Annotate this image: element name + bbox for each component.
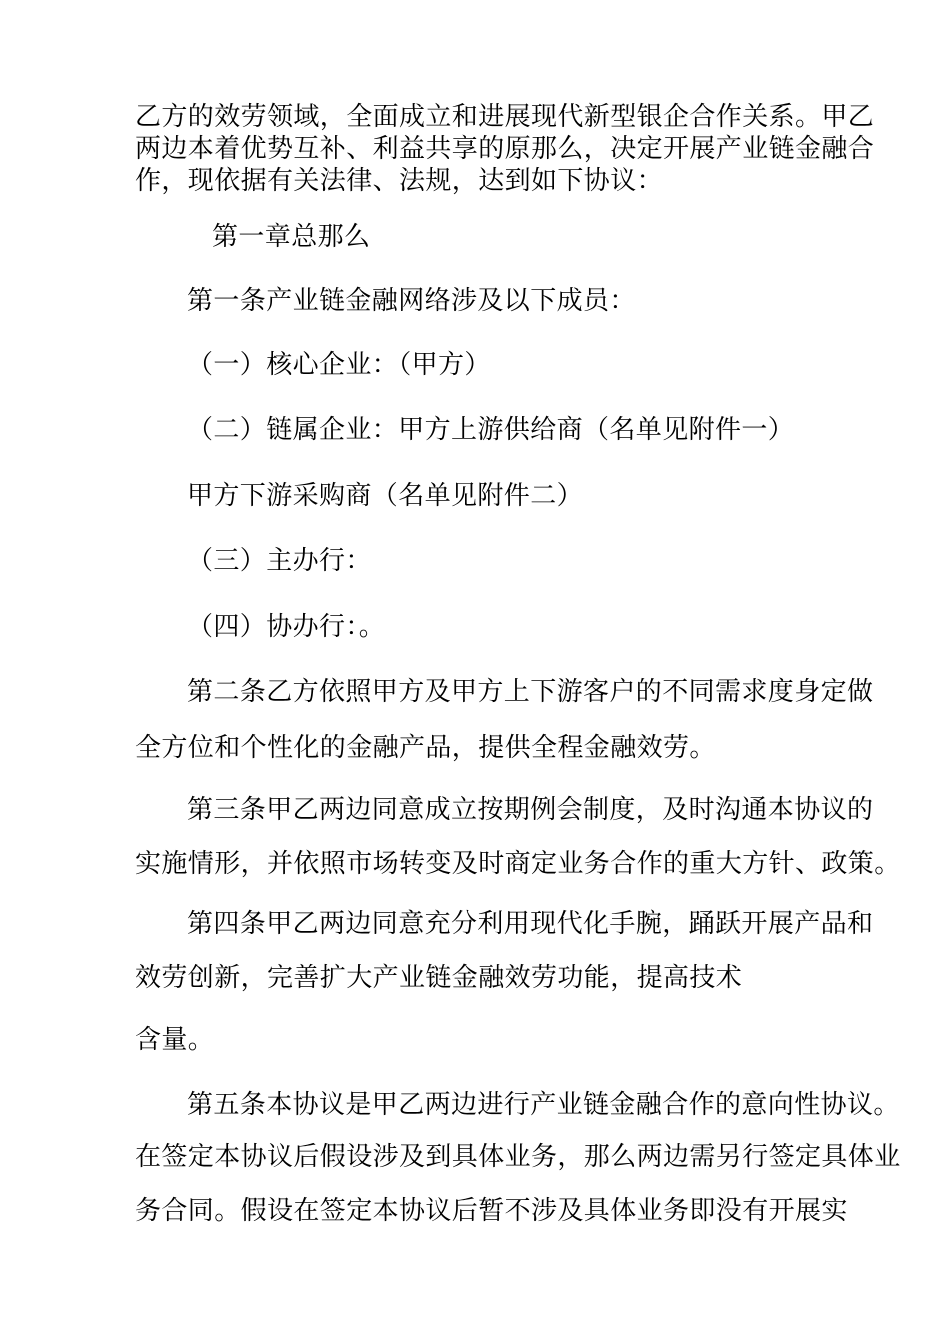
article-1-item-2-continued: 甲方下游采购商（名单见附件二） [187, 481, 584, 511]
article-4-line-1: 第四条甲乙两边同意充分利用现代化手腕，踊跃开展产品和 [187, 909, 874, 939]
article-2-line-1: 第二条乙方依照甲方及甲方上下游客户的不同需求度身定做 [187, 677, 874, 707]
intro-line-3: 作，现依据有关法律、法规，达到如下协议： [135, 166, 664, 196]
article-5-line-1: 第五条本协议是甲乙两边进行产业链金融合作的意向性协议。 [187, 1090, 900, 1120]
article-1-item-4: （四）协办行：。 [187, 612, 386, 642]
intro-line-2: 两边本着优势互补、利益共享的原那么，决定开展产业链金融合 [135, 134, 875, 164]
intro-line-1: 乙方的效劳领域，全面成立和进展现代新型银企合作关系。甲乙 [135, 102, 875, 132]
article-1-item-3: （三）主办行： [187, 546, 372, 576]
article-1-item-1: （一）核心企业：（甲方） [187, 350, 491, 380]
article-5-line-3: 务合同。假设在签定本协议后暂不涉及具体业务即没有开展实 [135, 1196, 848, 1226]
article-1-item-2: （二）链属企业：甲方上游供给商（名单见附件一） [187, 415, 795, 445]
article-4-line-2: 效劳创新，完善扩大产业链金融效劳功能，提高技术 [135, 963, 743, 993]
article-3-line-1: 第三条甲乙两边同意成立按期例会制度，及时沟通本协议的 [187, 795, 874, 825]
article-2-line-2: 全方位和个性化的金融产品，提供全程金融效劳。 [135, 733, 716, 763]
article-4-line-3: 含量。 [135, 1025, 215, 1055]
article-1-title: 第一条产业链金融网络涉及以下成员： [187, 286, 636, 316]
article-3-line-2: 实施情形，并依照市场转变及时商定业务合作的重大方针、政策。 [135, 849, 901, 879]
article-5-line-2: 在签定本协议后假设涉及到具体业务，那么两边需另行签定具体业 [135, 1142, 901, 1172]
chapter-heading: 第一章总那么 [212, 222, 371, 252]
